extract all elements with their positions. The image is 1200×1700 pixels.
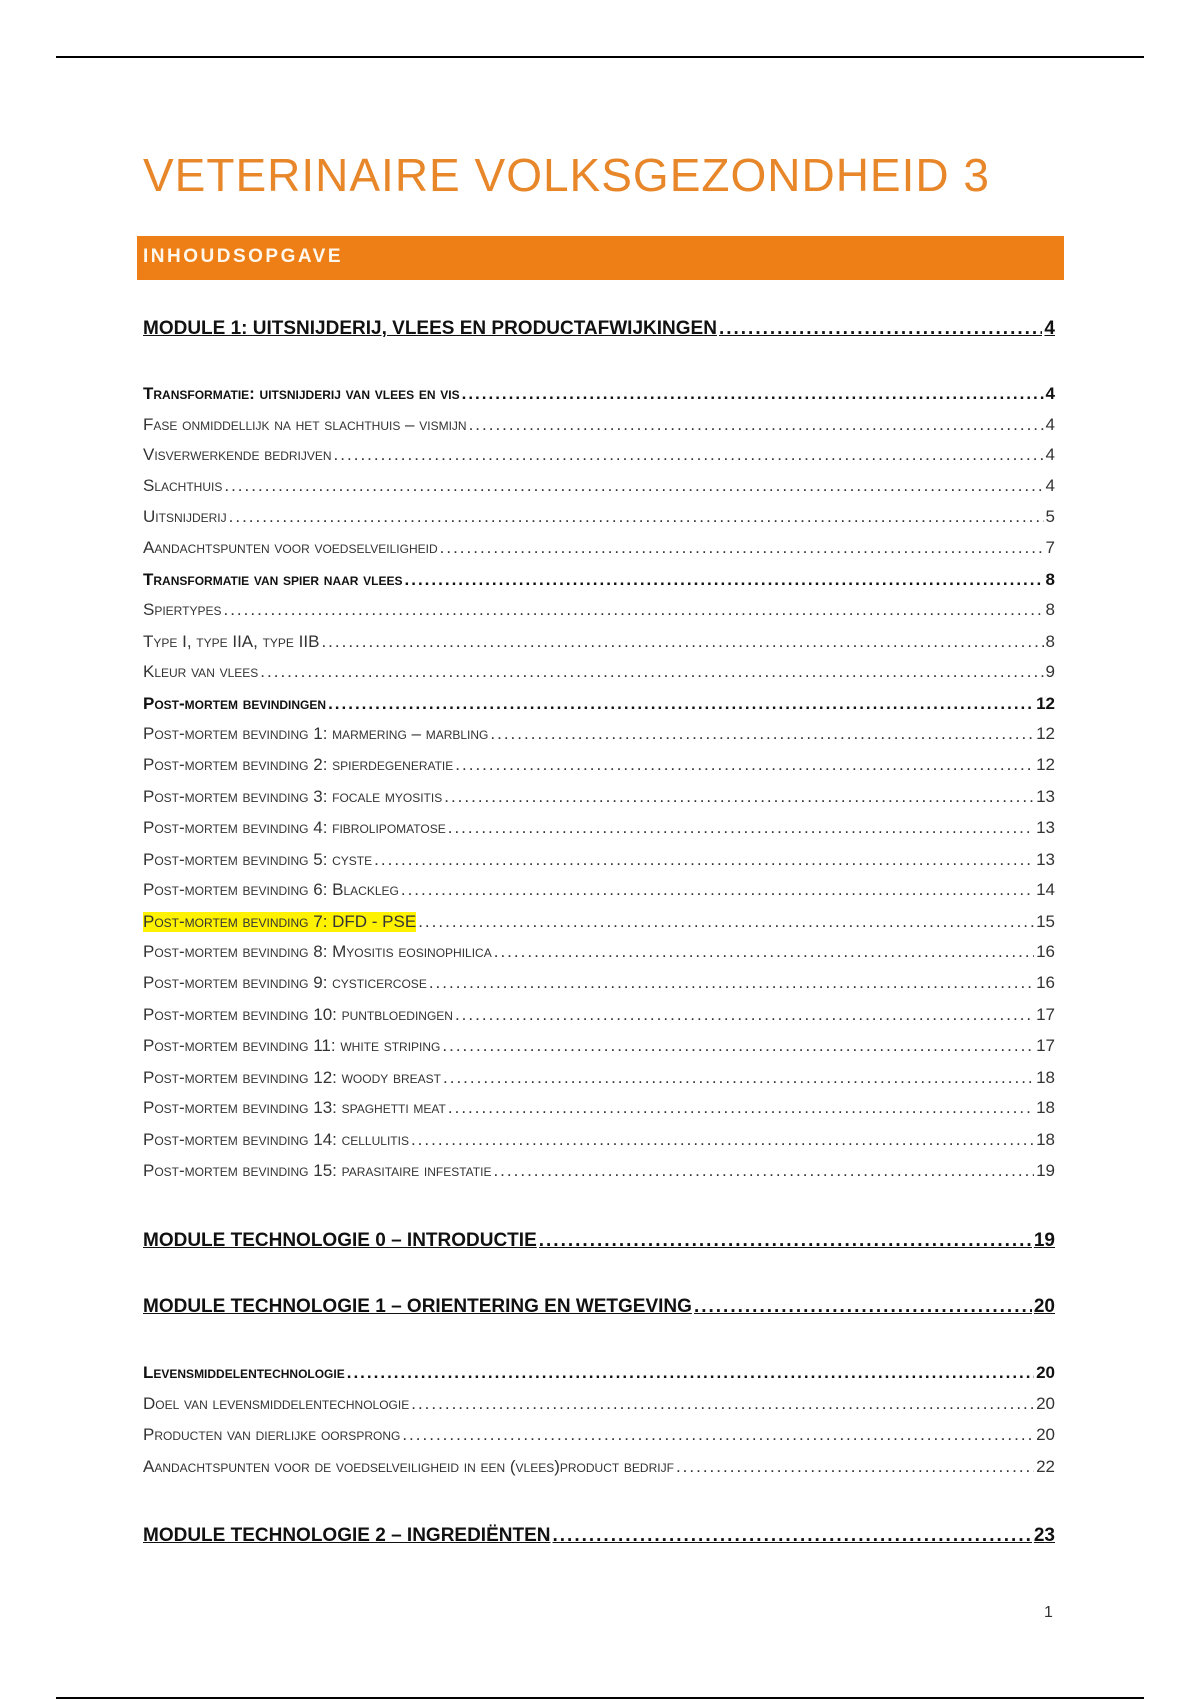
toc-entry-label: Post-mortem bevinding 1: marmering – marbling: [143, 724, 489, 743]
toc-entry-page: 5: [1045, 507, 1055, 526]
bottom-rule: [56, 1697, 1144, 1699]
toc-entry-label: Post-mortem bevinding 7: DFD - PSE: [143, 912, 417, 931]
toc-dot-leader: [401, 880, 1034, 900]
toc-dot-leader: [321, 632, 1043, 652]
toc-dot-leader: [455, 1005, 1034, 1025]
toc-dot-leader: [429, 973, 1034, 993]
toc-entry-page: 13: [1036, 818, 1055, 837]
toc-entry-sub[interactable]: [143, 1005, 1055, 1025]
toc-entry-label: Post-mortem bevinding 2: spierdegeneratie: [143, 755, 454, 774]
toc-entry-sub[interactable]: [143, 632, 1055, 652]
toc-entry-module[interactable]: [143, 1230, 1055, 1252]
toc-entry-label: Visverwerkende bedrijven: [143, 445, 332, 464]
toc-entry-page: 4: [1045, 415, 1055, 434]
toc-entry-page: 20: [1036, 1394, 1055, 1413]
toc-dot-leader: [223, 600, 1043, 620]
toc-entry-page: 12: [1036, 755, 1055, 774]
toc-entry-sub[interactable]: [143, 787, 1055, 807]
toc-entry-label: MODULE TECHNOLOGIE 0 – INTRODUCTIE: [143, 1230, 537, 1251]
toc-entry-label: Type I, type IIA, type IIB: [143, 632, 320, 651]
toc-dot-leader: [260, 662, 1043, 682]
toc-entry-page: 18: [1036, 1130, 1055, 1149]
toc-entry-sub[interactable]: [143, 1394, 1055, 1414]
toc-entry-label: Post-mortem bevinding 8: Myositis eosinophilica: [143, 942, 492, 961]
toc-dot-leader: [328, 694, 1034, 714]
toc-dot-leader: [448, 818, 1034, 838]
toc-entry-sub[interactable]: [143, 973, 1055, 993]
toc-entry-label: Transformatie van spier naar vlees: [143, 570, 403, 589]
toc-entry-page: 12: [1036, 724, 1055, 743]
toc-entry-label: Post-mortem bevinding 4: fibrolipomatose: [143, 818, 446, 837]
toc-dot-leader: [494, 942, 1034, 962]
toc-dot-leader: [443, 1068, 1034, 1088]
toc-entry-page: 4: [1045, 476, 1055, 495]
toc-dot-leader: [462, 384, 1044, 404]
toc-entry-sub[interactable]: [143, 755, 1055, 775]
toc-dot-leader: [411, 1130, 1034, 1150]
toc-entry-sub[interactable]: [143, 600, 1055, 620]
toc-entry-sub[interactable]: [143, 1036, 1055, 1056]
toc-dot-leader: [347, 1363, 1034, 1383]
toc-entry-sub[interactable]: [143, 1457, 1055, 1477]
toc-entry-sub[interactable]: [143, 724, 1055, 744]
toc-entry-label: Fase onmiddellijk na het slachthuis – vismijn: [143, 415, 467, 434]
toc-entry-page: 4: [1044, 318, 1055, 339]
toc-dot-leader: [493, 1161, 1034, 1181]
toc-dot-leader: [442, 1036, 1034, 1056]
toc-entry-sub[interactable]: [143, 1130, 1055, 1150]
toc-dot-leader: [334, 445, 1044, 465]
toc-entry-sub[interactable]: [143, 1425, 1055, 1445]
toc-entry-section[interactable]: [143, 384, 1055, 404]
toc-entry-label: Uitsnijderij: [143, 507, 227, 526]
toc-entry-label: MODULE TECHNOLOGIE 1 – ORIENTERING EN WETGEVING: [143, 1296, 692, 1317]
toc-entry-label: MODULE TECHNOLOGIE 2 – INGREDIËNTEN: [143, 1525, 551, 1546]
toc-entry-label: Spiertypes: [143, 600, 222, 619]
toc-dot-leader: [374, 850, 1034, 870]
toc-entry-section[interactable]: [143, 694, 1055, 714]
toc-entry-page: 13: [1036, 850, 1055, 869]
document-title: VETERINAIRE VOLKSGEZONDHEID 3: [143, 149, 990, 201]
toc-entry-label: MODULE 1: UITSNIJDERIJ, VLEES EN PRODUCTAFWIJKINGEN: [143, 318, 717, 339]
toc-entry-sub[interactable]: [143, 415, 1055, 435]
toc-dot-leader: [402, 1425, 1034, 1445]
toc-entry-page: 20: [1036, 1363, 1055, 1382]
toc-entry-sub[interactable]: [143, 476, 1055, 496]
toc-dot-leader: [440, 538, 1044, 558]
toc-dot-leader: [455, 755, 1034, 775]
toc-entry-page: 20: [1036, 1425, 1055, 1444]
toc-entry-page: 22: [1036, 1457, 1055, 1476]
toc-entry-page: 18: [1036, 1098, 1055, 1117]
page-number: 1: [1044, 1604, 1053, 1621]
toc-entry-label: Aandachtspunten voor de voedselveiligheid in een (vlees)product bedrijf: [143, 1457, 674, 1476]
toc-entry-label: Post-mortem bevinding 12: woody breast: [143, 1068, 441, 1087]
toc-dot-leader: [469, 415, 1044, 435]
toc-entry-label: Post-mortem bevindingen: [143, 694, 327, 713]
toc-entry-module[interactable]: [143, 1296, 1055, 1318]
toc-entry-label: Post-mortem bevinding 6: Blackleg: [143, 880, 399, 899]
toc-entry-section[interactable]: [143, 1363, 1055, 1383]
toc-entry-label: Post-mortem bevinding 5: cyste: [143, 850, 373, 869]
toc-dot-leader: [224, 476, 1043, 496]
toc-dot-leader: [448, 1098, 1034, 1118]
toc-entry-sub[interactable]: [143, 942, 1055, 962]
toc-entry-sub[interactable]: [143, 662, 1055, 682]
top-rule: [56, 56, 1144, 58]
toc-entry-page: 23: [1033, 1525, 1055, 1546]
toc-dot-leader: [552, 1525, 1031, 1547]
toc-entry-page: 19: [1036, 1161, 1055, 1180]
toc-dot-leader: [539, 1230, 1032, 1252]
toc-entry-page: 16: [1036, 942, 1055, 961]
toc-entry-label: Post-mortem bevinding 13: spaghetti meat: [143, 1098, 446, 1117]
toc-entry-label: Aandachtspunten voor voedselveiligheid: [143, 538, 438, 557]
toc-entry-page: 7: [1045, 538, 1055, 557]
toc-entry-sub[interactable]: [143, 818, 1055, 838]
toc-entry-page: 17: [1036, 1036, 1055, 1055]
toc-dot-leader: [719, 318, 1042, 340]
toc-entry-sub[interactable]: [143, 1068, 1055, 1088]
toc-dot-leader: [405, 570, 1044, 590]
toc-entry-sub[interactable]: [143, 1161, 1055, 1181]
toc-entry-page: 4: [1045, 445, 1055, 464]
toc-entry-page: 14: [1036, 880, 1055, 899]
toc-entry-label: Levensmiddelentechnologie: [143, 1363, 345, 1382]
toc-banner: [137, 236, 1064, 280]
toc-entry-page: 8: [1045, 600, 1055, 619]
toc-entry-sub[interactable]: [143, 912, 1055, 932]
toc-entry-page: 20: [1033, 1296, 1055, 1317]
toc-entry-module[interactable]: [143, 1525, 1055, 1547]
toc-banner-label: INHOUDSOPGAVE: [143, 246, 344, 267]
toc-entry-label: Transformatie: uitsnijderij van vlees en vis: [143, 384, 460, 403]
toc-entry-page: 8: [1045, 632, 1055, 651]
toc-entry-label: Kleur van vlees: [143, 662, 259, 681]
toc-entry-page: 8: [1045, 570, 1055, 589]
toc-entry-page: 4: [1045, 384, 1055, 403]
toc-dot-leader: [676, 1457, 1034, 1477]
toc-entry-section[interactable]: [143, 570, 1055, 590]
toc-entry-label: Producten van dierlijke oorsprong: [143, 1425, 401, 1444]
toc-entry-sub[interactable]: [143, 880, 1055, 900]
toc-entry-sub[interactable]: [143, 538, 1055, 558]
toc-entry-page: 18: [1036, 1068, 1055, 1087]
toc-dot-leader: [490, 724, 1034, 744]
toc-entry-page: 13: [1036, 787, 1055, 806]
toc-dot-leader: [418, 912, 1034, 932]
toc-entry-sub[interactable]: [143, 507, 1055, 527]
toc-entry-module[interactable]: [143, 318, 1055, 340]
toc-entry-sub[interactable]: [143, 850, 1055, 870]
toc-entry-label: Post-mortem bevinding 9: cysticercose: [143, 973, 427, 992]
toc-dot-leader: [444, 787, 1034, 807]
toc-entry-page: 19: [1033, 1230, 1055, 1251]
toc-entry-page: 17: [1036, 1005, 1055, 1024]
toc-entry-page: 12: [1036, 694, 1055, 713]
toc-entry-label: Slachthuis: [143, 476, 223, 495]
toc-dot-leader: [411, 1394, 1034, 1414]
toc-dot-leader: [229, 507, 1044, 527]
toc-entry-sub[interactable]: [143, 1098, 1055, 1118]
toc-entry-label: Post-mortem bevinding 15: parasitaire infestatie: [143, 1161, 492, 1180]
toc-entry-page: 16: [1036, 973, 1055, 992]
toc-entry-label: Post-mortem bevinding 3: focale myositis: [143, 787, 443, 806]
toc-entry-label: Post-mortem bevinding 10: puntbloedingen: [143, 1005, 453, 1024]
toc-entry-sub[interactable]: [143, 445, 1055, 465]
toc-entry-page: 15: [1036, 912, 1055, 931]
toc-entry-label: Post-mortem bevinding 11: white striping: [143, 1036, 441, 1055]
toc-dot-leader: [694, 1296, 1032, 1318]
toc-entry-page: 9: [1045, 662, 1055, 681]
toc-entry-label: Doel van levensmiddelentechnologie: [143, 1394, 410, 1413]
toc-entry-label: Post-mortem bevinding 14: cellulitis: [143, 1130, 409, 1149]
